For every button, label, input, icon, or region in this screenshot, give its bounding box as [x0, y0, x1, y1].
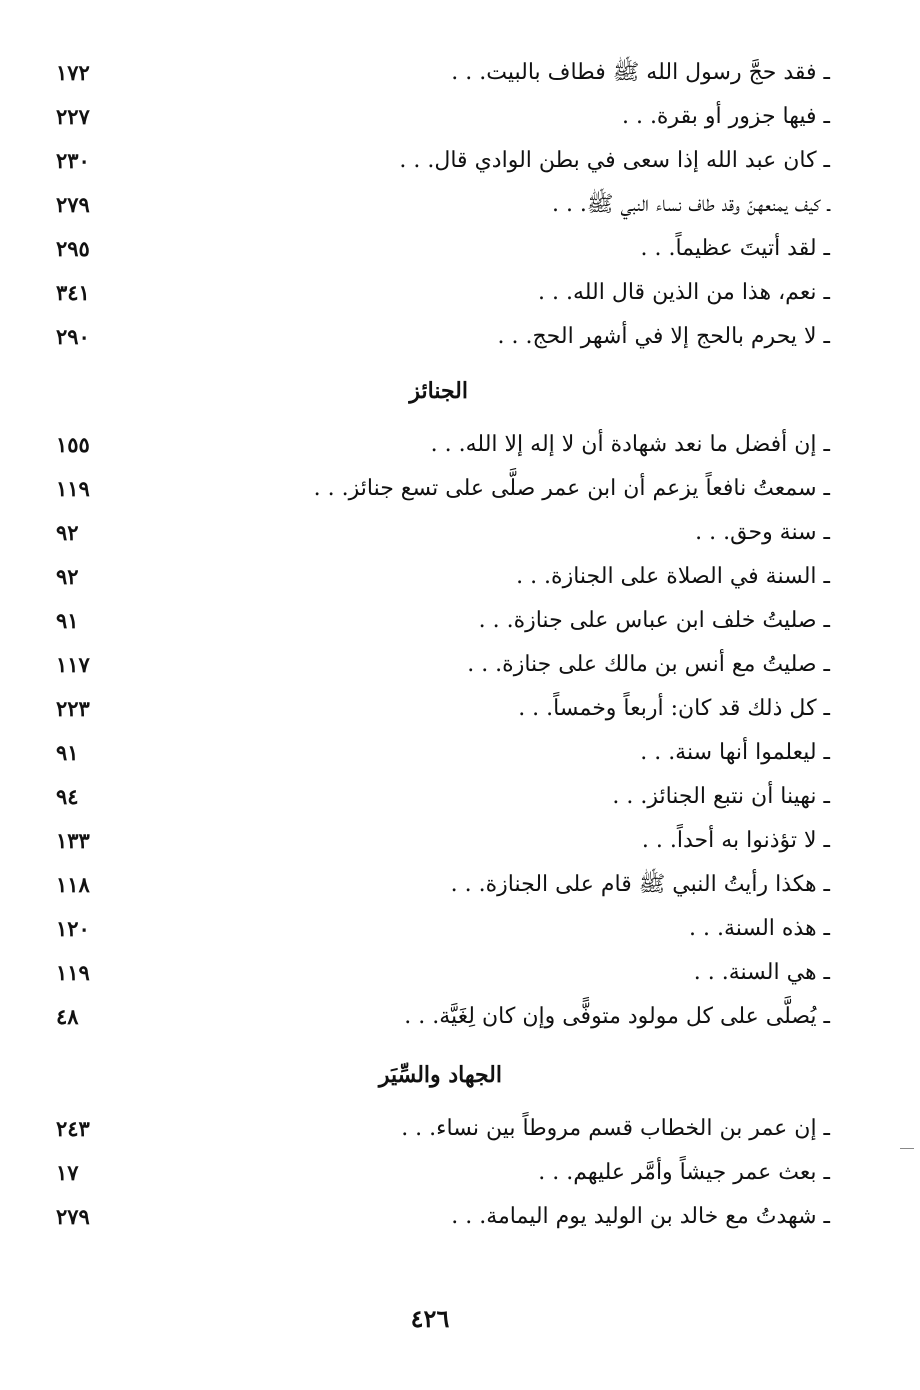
entry-page-number: ١٧٢	[56, 60, 90, 85]
entry-page-number: ٢٩٠	[56, 324, 90, 349]
index-entry	[50, 996, 830, 1040]
entry-page-number: ٩٢	[56, 564, 79, 589]
index-entry	[50, 600, 830, 644]
entry-text: ـ هذه السنة. . .	[689, 916, 830, 941]
entry-page-number: ١١٩	[56, 476, 90, 501]
index-entry	[50, 52, 830, 96]
index-entry	[50, 424, 830, 468]
index-entry	[50, 512, 830, 556]
entry-page-number: ٣٤١	[56, 280, 90, 305]
entry-page-number: ٩٤	[56, 784, 79, 809]
entry-page-number: ١١٧	[56, 652, 90, 677]
entry-text: ـ لقد أتيتَ عظيماً. . .	[640, 236, 830, 261]
index-entry	[50, 1108, 830, 1152]
entry-text: ـ نهينا أن نتبع الجنائز. . .	[612, 784, 830, 809]
index-entry	[50, 908, 830, 952]
entry-page-number: ٢٧٩	[56, 1204, 90, 1229]
index-entry	[50, 688, 830, 732]
section-entries-jihad	[50, 1108, 830, 1240]
entry-text: ـ فقد حجَّ رسول الله ﷺ فطاف بالبيت. . .	[451, 60, 830, 85]
index-entry	[50, 184, 830, 228]
entry-page-number: ٢٢٣	[56, 696, 90, 721]
entry-text: ـ يُصلَّى على كل مولود متوفًّى وإن كان لِغَيَّة. . .	[404, 1004, 830, 1029]
index-entry	[50, 272, 830, 316]
section-entries-funerals	[50, 424, 830, 1040]
entry-page-number: ١٥٥	[56, 432, 90, 457]
index-entry	[50, 776, 830, 820]
index-entry	[50, 228, 830, 272]
index-entry	[50, 820, 830, 864]
index-entry	[50, 556, 830, 600]
index-entry	[50, 732, 830, 776]
entry-text: ـ شهدتُ مع خالد بن الوليد يوم اليمامة. . .	[451, 1204, 830, 1229]
section-entries-hajj	[50, 52, 830, 360]
entry-page-number: ٩١	[56, 740, 79, 765]
entry-text: ـ إن عمر بن الخطاب قسم مروطاً بين نساء. . .	[401, 1116, 830, 1141]
index-entry	[50, 952, 830, 996]
entry-text: ـ السنة في الصلاة على الجنازة. . .	[516, 564, 830, 589]
entry-page-number: ١١٩	[56, 960, 90, 985]
index-entry	[50, 140, 830, 184]
entry-text: ـ كيف يمنعهنّ وقد طاف نساء النبي ﷺ. . .	[551, 192, 830, 217]
entry-text: ـ فيها جزور أو بقرة. . .	[621, 104, 830, 129]
entry-text: ـ ليعلموا أنها سنة. . .	[640, 740, 830, 765]
entry-text: ـ هكذا رأيتُ النبي ﷺ قام على الجنازة. . .	[450, 872, 830, 897]
index-entry	[50, 1152, 830, 1196]
entry-text: ـ نعم، هذا من الذين قال الله. . .	[538, 280, 830, 305]
entry-text: ـ بعث عمر جيشاً وأمَّر عليهم. . .	[538, 1160, 830, 1185]
entry-page-number: ٩٢	[56, 520, 79, 545]
index-entry	[50, 96, 830, 140]
entry-text: ـ صليتُ خلف ابن عباس على جنازة. . .	[478, 608, 830, 633]
entry-page-number: ١٢٠	[56, 916, 90, 941]
index-entry	[50, 864, 830, 908]
scan-mark	[900, 1148, 914, 1149]
entry-text: ـ إن أفضل ما نعد شهادة أن لا إله إلا الله. . .	[430, 432, 830, 457]
index-entry	[50, 316, 830, 360]
entry-text: ـ صليتُ مع أنس بن مالك على جنازة. . .	[467, 652, 830, 677]
entry-page-number: ١٧	[56, 1160, 79, 1185]
entry-text: ـ كان عبد الله إذا سعى في بطن الوادي قال. . .	[399, 148, 830, 173]
entry-page-number: ١٣٣	[56, 828, 90, 853]
entry-page-number: ٢٢٧	[56, 104, 90, 129]
entry-text: ـ هي السنة. . .	[693, 960, 830, 985]
entry-text: ـ لا تؤذنوا به أحداً. . .	[641, 828, 830, 853]
index-entry	[50, 644, 830, 688]
entry-text: ـ سمعتُ نافعاً يزعم أن ابن عمر صلَّى على تسع جنائز. . .	[313, 476, 830, 501]
entry-text: ـ سنة وحق. . .	[695, 520, 830, 545]
entry-page-number: ٢٤٣	[56, 1116, 90, 1141]
entry-page-number: ٢٧٩	[56, 192, 90, 217]
index-entry	[50, 1196, 830, 1240]
entry-text: ـ كل ذلك قد كان: أربعاً وخمساً. . .	[518, 696, 830, 721]
entry-page-number: ٤٨	[56, 1004, 79, 1029]
section-title-jihad: الجهاد والسِّيَر	[378, 1062, 502, 1088]
entry-page-number: ٢٩٥	[56, 236, 90, 261]
entry-text: ـ لا يحرم بالحج إلا في أشهر الحج. . .	[497, 324, 830, 349]
index-entry	[50, 468, 830, 512]
entry-page-number: ٢٣٠	[56, 148, 90, 173]
entry-page-number: ٩١	[56, 608, 79, 633]
entry-page-number: ١١٨	[56, 872, 90, 897]
page-number: ٤٢٦	[410, 1304, 450, 1333]
section-title-funerals: الجنائز	[409, 378, 468, 404]
